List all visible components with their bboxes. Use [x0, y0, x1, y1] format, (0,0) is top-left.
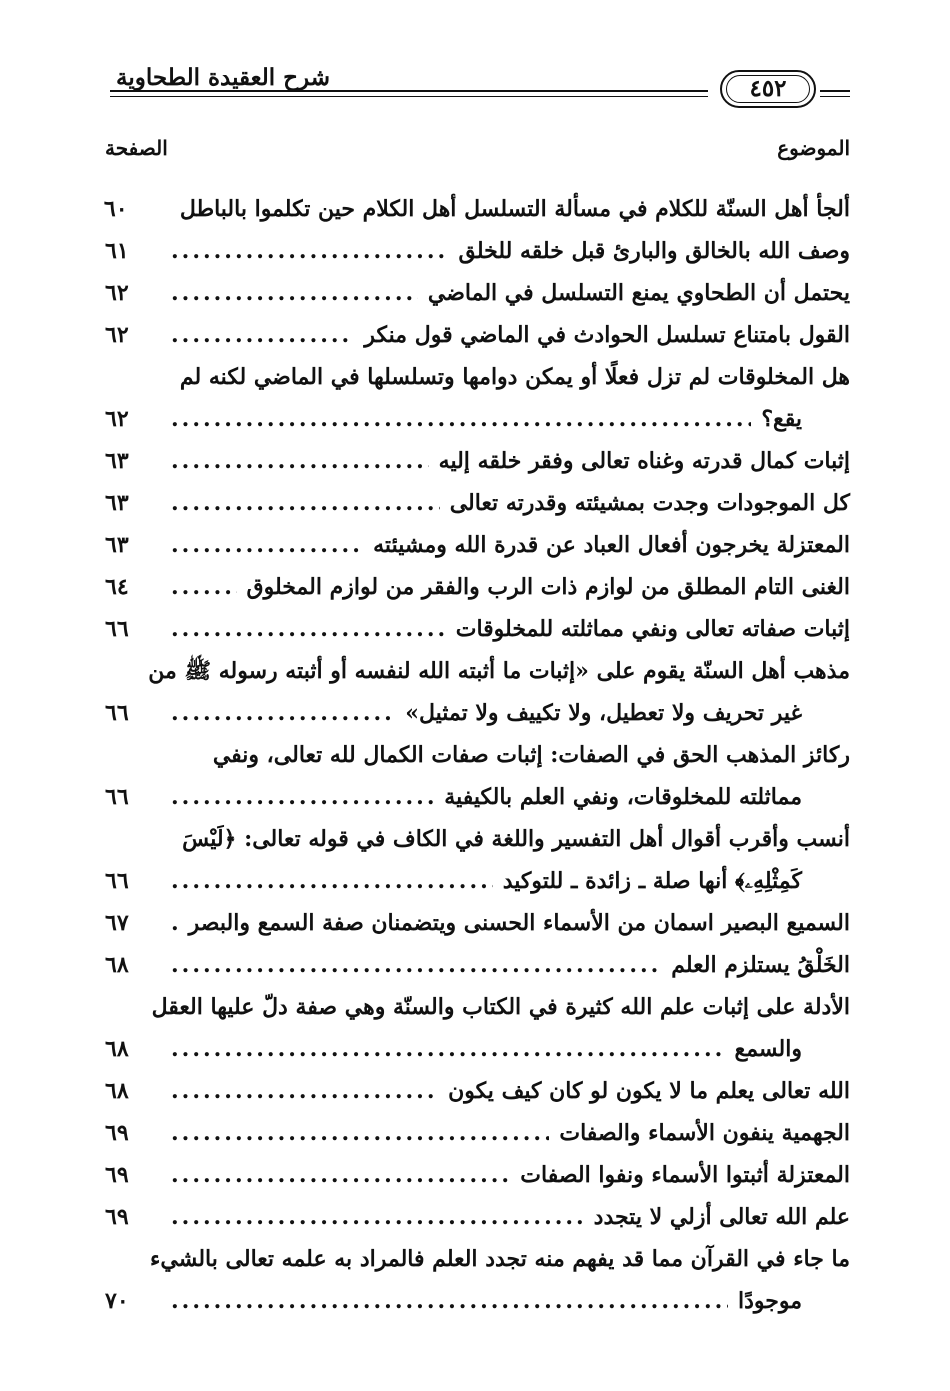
toc-entry	[105, 1196, 850, 1238]
toc-entry-continuation-line	[105, 1028, 850, 1070]
toc-entry	[105, 1112, 850, 1154]
dot-leader	[171, 776, 434, 818]
dot-leader	[171, 1154, 510, 1196]
toc-entry	[105, 1070, 850, 1112]
toc-entry-line	[105, 650, 850, 692]
toc-entry-title: المعتزلة يخرجون أفعال العباد عن قدرة الله ومشيئته	[373, 532, 850, 558]
toc-entry-page: ٦٦	[105, 700, 129, 726]
toc-entry-title: موجودًا	[737, 1288, 802, 1314]
toc-entry	[105, 356, 850, 440]
toc-entry-title: القول بامتناع تسلسل الحوادث في الماضي قول منكر	[364, 322, 850, 348]
dot-leader	[171, 440, 429, 482]
toc-entry-title: والسمع	[734, 1036, 802, 1062]
book-title-box	[110, 64, 330, 90]
toc-entry-page: ٦٢	[105, 322, 129, 348]
page-column-heading: الصفحة	[105, 136, 168, 160]
toc-entry	[105, 650, 850, 734]
toc-entry-line	[105, 272, 850, 314]
toc-entry-page: ٧٠	[105, 1288, 129, 1314]
toc-entry-title: هل المخلوقات لم تزل فعلًا أو يمكن دوامها وتسلسلها في الماضي لكنه لم	[179, 364, 850, 390]
toc-entry	[105, 482, 850, 524]
toc-entry-title: ما جاء في القرآن مما قد يفهم منه تجدد العلم فالمراد به علمه تعالى بالشيء	[150, 1246, 850, 1272]
toc-entry-line	[105, 314, 850, 356]
toc-entry-line	[105, 482, 850, 524]
toc-entry-title: إثبات صفاته تعالى ونفي مماثلته للمخلوقات	[455, 616, 850, 642]
toc-entry-page: ٦٤	[105, 574, 129, 600]
dot-leader	[171, 1070, 438, 1112]
toc-entry-title: يقع؟	[761, 406, 802, 432]
column-headings	[105, 136, 850, 166]
toc-entry-page: ٦٨	[105, 1036, 129, 1062]
toc-entry-line	[105, 818, 850, 860]
toc-entry	[105, 1154, 850, 1196]
toc-list	[105, 188, 850, 1322]
toc-entry-line	[105, 188, 850, 230]
toc-entry-line	[105, 356, 850, 398]
toc-entry	[105, 272, 850, 314]
toc-entry	[105, 524, 850, 566]
toc-entry	[105, 1238, 850, 1322]
dot-leader	[171, 482, 440, 524]
toc-entry-line	[105, 902, 850, 944]
toc-entry-page: ٦٩	[105, 1120, 129, 1146]
toc-entry-line	[105, 986, 850, 1028]
toc-entry	[105, 188, 850, 230]
toc-entry-continuation-line	[105, 860, 850, 902]
toc-entry-line	[105, 440, 850, 482]
toc-entry-page: ٦٨	[105, 1078, 129, 1104]
page-number: ٤٥٢	[749, 75, 787, 102]
toc-entry-page: ٦٧	[105, 910, 129, 936]
toc-entry-title: الله تعالى يعلم ما لا يكون لو كان كيف يكون	[448, 1078, 850, 1104]
toc-entry-line	[105, 1112, 850, 1154]
dot-leader	[171, 272, 418, 314]
toc-entry-page: ٦٦	[105, 784, 129, 810]
dot-leader	[171, 398, 751, 440]
toc-entry	[105, 314, 850, 356]
toc-entry-page: ٦٠	[103, 196, 128, 222]
dot-leader	[171, 608, 446, 650]
toc-entry-title: كل الموجودات وجدت بمشيئته وقدرته تعالى	[449, 490, 850, 516]
toc-entry-continuation-line	[105, 1280, 850, 1322]
toc-entry-line	[105, 608, 850, 650]
toc-entry-title: أنسب وأقرب أقوال أهل التفسير واللغة في الكاف في قوله تعالى: ﴿لَيْسَ	[182, 826, 850, 852]
toc-entry-page: ٦٩	[105, 1204, 129, 1230]
toc-entry-title: غير تحريف ولا تعطيل، ولا تكييف ولا تمثيل»	[405, 700, 802, 726]
toc-entry	[105, 944, 850, 986]
toc-entry-title: ألجأ أهل السنّة للكلام في مسألة التسلسل أهل الكلام حين تكلموا بالباطل	[179, 196, 850, 222]
header-rule	[820, 96, 850, 97]
dot-leader	[171, 314, 354, 356]
toc-entry-title: الغنى التام المطلق من لوازم ذات الرب والفقر من لوازم المخلوق	[246, 574, 850, 600]
toc-entry-title: يحتمل أن الطحاوي يمنع التسلسل في الماضي	[427, 280, 850, 306]
toc-entry	[105, 818, 850, 902]
toc-entry-line	[105, 566, 850, 608]
toc-entry-title: مماثلته للمخلوقات، ونفي العلم بالكيفية	[444, 784, 802, 810]
toc-entry-title: إثبات كمال قدرته وغناه تعالى وفقر خلقه إليه	[438, 448, 850, 474]
toc-entry	[105, 986, 850, 1070]
toc-entry-title: كَمِثْلِهِۦ﴾ أنها صلة ـ زائدة ـ للتوكيد	[502, 868, 802, 894]
toc-entry-page: ٦٣	[105, 490, 129, 516]
dot-leader	[171, 566, 237, 608]
toc-entry-line	[105, 734, 850, 776]
dot-leader	[171, 944, 661, 986]
toc-entry	[105, 902, 850, 944]
book-title: شرح العقيدة الطحاوية	[116, 64, 330, 91]
toc-entry-page: ٦٢	[105, 406, 129, 432]
toc-entry-title: علم الله تعالى أزلي لا يتجدد	[593, 1204, 850, 1230]
toc-entry-line	[105, 524, 850, 566]
toc-entry-continuation-line	[105, 398, 850, 440]
toc-entry	[105, 566, 850, 608]
toc-entry-continuation-line	[105, 776, 850, 818]
topic-column-heading: الموضوع	[777, 136, 850, 160]
toc-entry-page: ٦٣	[105, 448, 129, 474]
toc-entry-title: الجهمية ينفون الأسماء والصفات	[559, 1120, 850, 1146]
toc-entry-line	[105, 1196, 850, 1238]
toc-entry-title: الأدلة على إثبات علم الله كثيرة في الكتاب والسنّة وهي صفة دلّ عليها العقل	[151, 994, 850, 1020]
toc-entry-page: ٦٨	[105, 952, 129, 978]
dot-leader	[171, 692, 395, 734]
dot-leader	[171, 524, 363, 566]
dot-leader	[171, 1280, 728, 1322]
dot-leader	[171, 902, 179, 944]
toc-entry	[105, 734, 850, 818]
toc-entry	[105, 608, 850, 650]
toc-entry-line	[105, 1238, 850, 1280]
toc-entry-title: المعتزلة أثبتوا الأسماء ونفوا الصفات	[520, 1162, 850, 1188]
toc-entry-title: ركائز المذهب الحق في الصفات: إثبات صفات الكمال لله تعالى، ونفي	[212, 742, 850, 768]
dot-leader	[171, 1112, 549, 1154]
toc-entry-line	[105, 1154, 850, 1196]
toc-entry-page: ٦٩	[105, 1162, 129, 1188]
toc-entry	[105, 230, 850, 272]
dot-leader	[171, 230, 449, 272]
toc-entry-page: ٦٦	[105, 868, 129, 894]
toc-entry-title: الخَلْقُ يستلزم العلم	[671, 952, 850, 978]
toc-entry-page: ٦٢	[105, 280, 129, 306]
running-header	[110, 62, 850, 110]
toc-entry-line	[105, 1070, 850, 1112]
dot-leader	[171, 1196, 584, 1238]
header-rule	[110, 96, 708, 97]
page-number-frame	[720, 70, 816, 108]
toc-entry-continuation-line	[105, 692, 850, 734]
toc-entry-page: ٦٣	[105, 532, 129, 558]
dot-leader	[171, 860, 493, 902]
toc-entry-page: ٦١	[105, 238, 129, 264]
toc-entry-title: مذهب أهل السنّة يقوم على «إثبات ما أثبته الله لنفسه أو أثبته رسوله ﷺ من	[148, 658, 850, 684]
dot-leader	[171, 1028, 725, 1070]
toc-entry-page: ٦٦	[105, 616, 129, 642]
toc-entry-line	[105, 230, 850, 272]
toc-entry-title: السميع البصير اسمان من الأسماء الحسنى ويتضمنان صفة السمع والبصر	[188, 910, 850, 936]
toc-entry-title: وصف الله بالخالق والبارئ قبل خلقه للخلق	[458, 238, 850, 264]
toc-entry	[105, 440, 850, 482]
header-rule	[820, 90, 850, 92]
toc-entry-line	[105, 944, 850, 986]
